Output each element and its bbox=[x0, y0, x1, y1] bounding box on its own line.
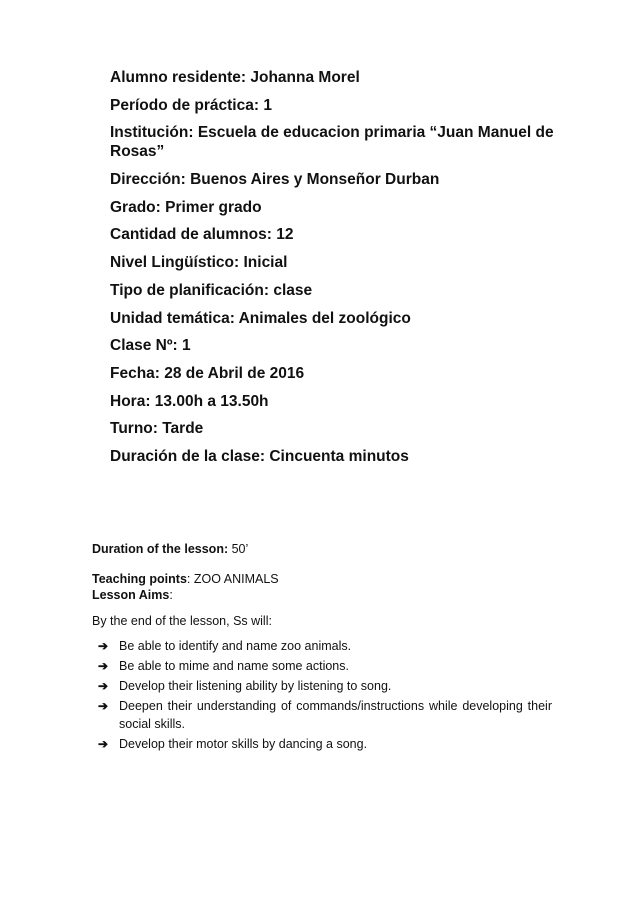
arrow-right-icon: ➔ bbox=[98, 737, 109, 751]
teaching-points-line bbox=[92, 571, 552, 587]
header-institucion: Institución: Escuela de educacion primaria “Juan Manuel de Rosas” bbox=[110, 124, 554, 161]
arrow-right-icon: ➔ bbox=[98, 679, 109, 693]
list-item bbox=[92, 677, 552, 695]
aims-heading bbox=[92, 587, 552, 603]
header-direccion: Dirección: Buenos Aires y Monseñor Durban bbox=[110, 171, 440, 189]
aim-text: Deepen their understanding of commands/instructions while developing their social skills. bbox=[119, 699, 552, 731]
duration-line bbox=[92, 541, 552, 557]
teaching-points-value: : ZOO ANIMALS bbox=[186, 572, 279, 586]
header-turno: Turno: Tarde bbox=[110, 420, 204, 438]
aims-intro: By the end of the lesson, Ss will: bbox=[92, 614, 272, 628]
header-alumno: Alumno residente: Johanna Morel bbox=[110, 69, 360, 86]
list-item bbox=[92, 697, 552, 733]
lesson-details bbox=[92, 541, 552, 755]
arrow-right-icon: ➔ bbox=[98, 639, 109, 653]
header-duracion: Duración de la clase: Cincuenta minutos bbox=[110, 447, 409, 465]
list-item bbox=[92, 735, 552, 753]
header-fecha: Fecha: 28 de Abril de 2016 bbox=[110, 364, 305, 382]
header-nivel: Nivel Lingüístico: Inicial bbox=[110, 254, 288, 272]
planning-header bbox=[110, 68, 555, 475]
header-tipo: Tipo de planificación: clase bbox=[110, 281, 313, 299]
aim-text: Be able to identify and name zoo animals. bbox=[119, 639, 352, 653]
arrow-right-icon: ➔ bbox=[98, 659, 109, 673]
duration-label: Duration of the lesson: bbox=[92, 542, 229, 556]
header-unidad: Unidad temática: Animales del zoológico bbox=[110, 309, 411, 327]
aim-text: Develop their motor skills by dancing a song. bbox=[119, 737, 368, 751]
aims-label: Lesson Aims bbox=[92, 588, 170, 602]
aim-text: Develop their listening ability by listening to song. bbox=[119, 679, 392, 693]
arrow-right-icon: ➔ bbox=[98, 699, 109, 713]
header-clase: Clase Nº: 1 bbox=[110, 337, 191, 355]
header-hora: Hora: 13.00h a 13.50h bbox=[110, 392, 269, 410]
header-periodo: Período de práctica: 1 bbox=[110, 96, 272, 114]
list-item bbox=[92, 657, 552, 675]
duration-value: 50’ bbox=[228, 542, 249, 556]
header-cantidad: Cantidad de alumnos: 12 bbox=[110, 226, 294, 244]
aim-text: Be able to mime and name some actions. bbox=[119, 659, 349, 673]
aims-list bbox=[92, 637, 552, 753]
list-item bbox=[92, 637, 552, 655]
aims-suffix: : bbox=[169, 588, 173, 602]
teaching-points-label: Teaching points bbox=[92, 572, 187, 586]
header-grado: Grado: Primer grado bbox=[110, 198, 262, 216]
